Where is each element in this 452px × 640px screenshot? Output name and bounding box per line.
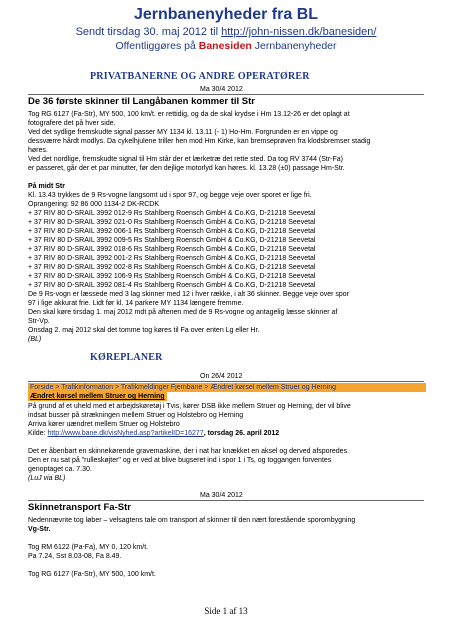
article-heading: Skinnetransport Fa-Str <box>28 502 131 513</box>
text-line: høres. <box>28 147 48 154</box>
text-line: Tog RG 6127 (Fa-Str), MY 500, 100 km/t. <box>28 571 156 578</box>
text-line: Onsdag 2. maj 2012 skal det tomme tog køres til Fa over enten Lg eller Hr. <box>28 327 260 334</box>
text-line: Arriva kører uændret mellem Struer og Holstebro <box>28 421 180 428</box>
text-line: genoptaget ca. 7.30. <box>28 466 92 473</box>
text-line: Str-Vp. <box>28 318 50 325</box>
text-line: Tog RM 6122 (Pa-Fa), MY 0, 120 km/t. <box>28 544 149 551</box>
divider <box>28 381 424 382</box>
signature: (BL) <box>28 336 42 343</box>
divider <box>28 94 424 95</box>
text-line: Vg-Str. <box>28 526 51 533</box>
text-line: fotografere det på hver side. <box>28 120 116 127</box>
text-line: Den skal køre tirsdag 1. maj 2012 mdt på aftenen med de 9 Rs-vogne og antagelig læsse skinner af <box>28 309 338 316</box>
text-line: Oprangering: 92 86 000 1134-2 DK-RCDK <box>28 201 160 208</box>
page-title: Jernbanenyheder fra BL <box>133 6 319 23</box>
text-line: Ved det nordlige, fremskudte signal til Hm står der et lærketræ det rette sted. Da tog RV 3744 (Str-Fa) <box>28 156 344 163</box>
sub-heading: På midt Str <box>28 183 65 190</box>
wagon-line: + 37 RIV 80 D-SRAIL 3992 021-0 Rs Stahlberg Roensch GmbH & Co.KG, D-21218 Seevetal <box>28 219 316 226</box>
source-prefix: Kilde: <box>28 430 48 437</box>
source-suffix: , torsdag 26. april 2012 <box>203 430 280 437</box>
published-suffix: Jernbanenyheder <box>251 40 337 52</box>
text-line: Pa 7.24, Sst 8.03-08, Fa 8.49. <box>28 553 122 560</box>
source-line <box>28 429 279 438</box>
text-line: Den er nu sat på "rulleskøjter" og er ved at blive bugseret ind i spor 1 i Ts, og toggangen forventes <box>28 457 332 464</box>
text-line: 97 i lige akkurat frie. Lidt før kl. 14 parkere MY 1134 længere fremme. <box>28 300 244 307</box>
bane-dk-link[interactable]: http://www.bane.dk/visNyhed.asp?artikelID=16277 <box>47 430 204 437</box>
article-heading: De 36 første skinner til Langåbanen kommer til Str <box>28 96 256 107</box>
highlighted-heading <box>28 392 167 401</box>
wagon-line: + 37 RIV 80 D-SRAIL 3992 012-9 Rs Stahlberg Roensch GmbH & Co.KG, D-21218 Seevetal <box>28 210 316 217</box>
text-line: indsat busser på strækningen mellem Struer og Holstebro og Herning <box>28 412 244 419</box>
wagon-line: + 37 RIV 80 D-SRAIL 3992 009-5 Rs Stahlberg Roensch GmbH & Co.KG, D-21218 Seevetal <box>28 237 316 244</box>
text-line: Nedennævnte tog løber – velsagtens tale om transport af skinner til den nært forestående sporombygning <box>28 517 356 524</box>
section-title-koereplaner: KØREPLANER <box>90 352 163 363</box>
page-number: Side 1 af 13 <box>204 606 248 616</box>
wagon-line: + 37 RIV 80 D-SRAIL 3992 106-9 Rs Stahlberg Roensch GmbH & Co.KG, D-21218 Seevetal <box>28 273 316 280</box>
divider <box>28 500 424 501</box>
wagon-line: + 37 RIV 80 D-SRAIL 3992 006-1 Rs Stahlberg Roensch GmbH & Co.KG, D-21218 Seevetal <box>28 228 316 235</box>
text-line: Ved det sydlige fremskudte signal passer MY 1134 kl. 13.11 (- 1) Ho-Hm. Forgrunden er en vippe og <box>28 129 338 136</box>
article-date: Ma 30/4 2012 <box>200 492 243 499</box>
published-site: Banesiden <box>198 40 252 52</box>
text-line: er passeret, går der et par minutter, før den dejlige motorlyd kan høres. kl. 13.28 (±0) passage Hm-Str. <box>28 165 345 172</box>
wagon-line: + 37 RIV 80 D-SRAIL 3992 001-2 Rs Stahlberg Roensch GmbH & Co.KG, D-21218 Seevetal <box>28 255 316 262</box>
section-title-privatbaner: PRIVATBANERNE OG ANDRE OPERATØRER <box>90 71 310 82</box>
signature: (LuJ via BL) <box>28 475 66 482</box>
banesiden-link[interactable]: http://john-nissen.dk/banesiden/ <box>221 26 377 38</box>
sent-line <box>0 26 452 38</box>
breadcrumb-text[interactable]: Forside > Trafikinformation > Trafikmeldinger Fjernbane > Ændret kørsel mellem Struer og Herning <box>30 384 336 391</box>
text-line: dessværre hårdt modlys. Da cykelhjulene triller hen mod Hm Kirke, kan bremseprøven fra klodsbremser stadig <box>28 138 371 145</box>
text-line: Tog RG 6127 (Fa-Str), MY 500, 100 km/t. er rettidig, og da de skal krydse i Hm 13.12-26 er det oplagt at <box>28 111 350 118</box>
text-line: Kl. 13.43 trykkes de 9 Rs-vogne langsomt ud i spor 97, og begge veje over sporet er lige fri. <box>28 192 312 199</box>
wagon-line: + 37 RIV 80 D-SRAIL 3992 081-4 Rs Stahlberg Roensch GmbH & Co.KG, D-21218 Seevetal <box>28 282 316 289</box>
article-date: On 26/4 2012 <box>200 373 243 380</box>
wagon-line: + 37 RIV 80 D-SRAIL 3992 018-6 Rs Stahlberg Roensch GmbH & Co.KG, D-21218 Seevetal <box>28 246 316 253</box>
sent-prefix: Sendt tirsdag 30. maj 2012 til <box>75 26 222 38</box>
article-date: Ma 30/4 2012 <box>200 86 243 93</box>
text-line: På grund af et uheld med et arbejdskøretøj i Tvis, kører DSB ikke mellem Struer og Herning, der vil blive <box>28 403 351 410</box>
text-line: Det er åbenbart en skinnekørende gravemaskine, der i nat har knækket en aksel og derved afsporedes. <box>28 448 350 455</box>
highlighted-heading-text: Ændret kørsel mellem Struer og Herning <box>30 393 165 400</box>
breadcrumb[interactable] <box>28 383 426 392</box>
wagon-line: + 37 RIV 80 D-SRAIL 3992 002-8 Rs Stahlberg Roensch GmbH & Co.KG, D-21218 Seevetal <box>28 264 316 271</box>
published-prefix: Offentliggøres på <box>115 40 199 52</box>
published-line <box>0 40 452 52</box>
text-line: De 9 Rs-vogn er læssede med 3 lag skinner med 12 i hver række, i alt 36 skinner. Begge veje over spor <box>28 291 349 298</box>
